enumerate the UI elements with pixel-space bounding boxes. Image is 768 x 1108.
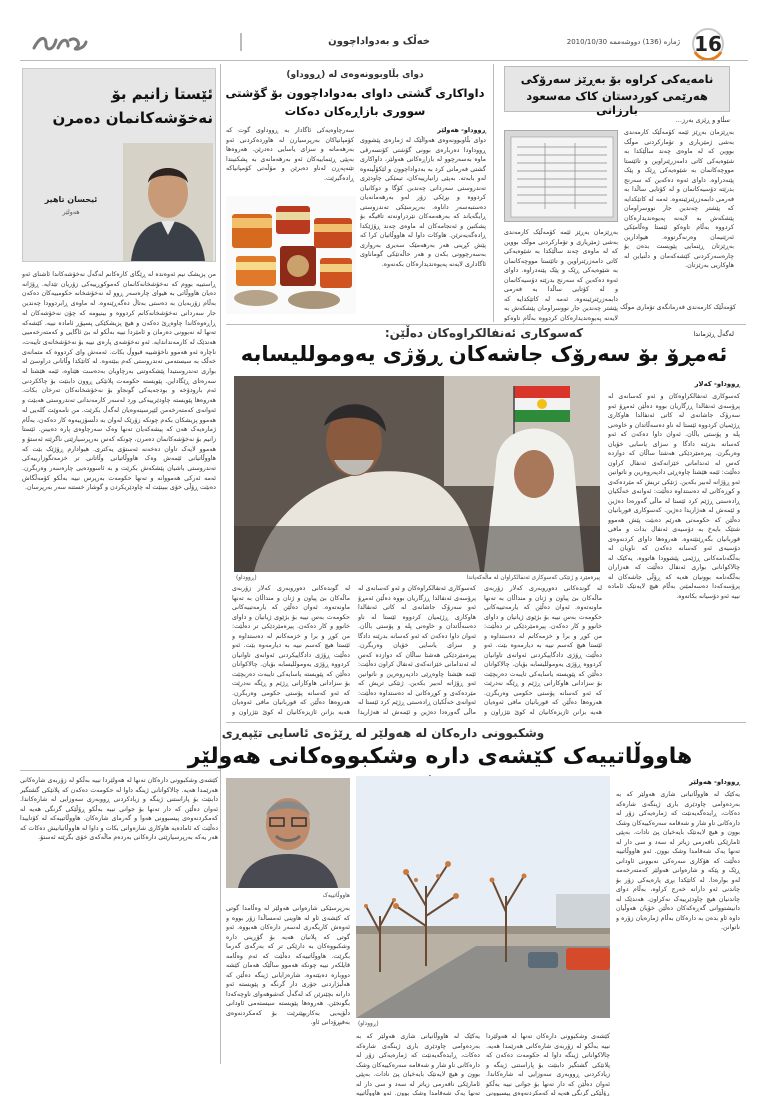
header-divider-left: [240, 33, 242, 51]
opinion-title-line1: ئێستا زانیم بۆ: [111, 85, 213, 103]
page-header: [0, 28, 768, 58]
author-photo: [123, 143, 213, 261]
author-portrait-icon: [123, 143, 213, 261]
trees-street-photo: [356, 776, 610, 1018]
feature-photo: [234, 376, 600, 572]
brand-logo: [32, 34, 88, 52]
opinion-author-role: هەولێر: [62, 209, 80, 216]
page-number-badge: [690, 28, 726, 60]
bottom-headline: هاووڵاتییەک کێشەی دارە وشکبووەکانی هەولێر: [187, 744, 693, 769]
meat-article-kicker: دوای بڵاوبوونەوەی لە (ڕووداو): [286, 70, 424, 80]
header-rule: [20, 60, 748, 61]
feature-body-right: کەسوکاری ئەنفالکراوەکان و ئەو کەسانەی لە پرۆسەی ئەنفالدا ڕزگاریان بووە دەڵێن ئەمڕۆ ئەو سەرۆک جاشانەی لە کاتی ئەنفالدا هاوکاری ڕژێمیان کردووە ئێستا لە ناو دەسەڵاتدان و خاوەنی پلە و پۆستی باڵان. ئەوان داوا دەکەن کە ئەو کەسانە بدرێنە دادگا و سزای یاسایی خۆیان وەربگرن. پیرەمێردێکی هەشتا ساڵان کە دوازدە کەس لە ئەندامانی خێزانەکەی ئەنفال کراون دەڵێت: ئێمە هێشتا چاوەڕێی دادپەروەرین و ناتوانین ئەو ڕۆژانە لەبیر بکەین. ژنێکی تریش کە مێردەکەی و کوڕەکانی لە دەستداوە دەڵێت: ئەوانەی خەڵکیان ڕادەستی ڕژێم کرد ئێستا لە ماڵی گەورەدا دەژین و ئێمەش لە هەژاریدا دەژین. کەسوکاری قوربانیان دەڵێن کە حکومەتی هەرێم دەبێت پێش هەموو شتێک بایەخ بە دۆسیەی ئەنفال بدات و مافی قوربانیان بگەڕێنێتەوە. هەروەها داوای کردنەوەی دۆسیەی ئەو کەسانە دەکەن کە ناویان لە بەڵگەنامەکانی ڕژێمی پێشوودا هاتووە. یەکێک لە چالاکوانانی بواری ئەنفال دەڵێت کە هەزاران بەڵگەنامە بوونیان هەیە کە ڕۆڵی جاشەکان لە پرۆسەکەدا دەسەلمێنن بەڵام هیچ لایەنێک ئامادە نییە ئەو دۆسیانە بکاتەوە.: [608, 393, 740, 600]
meat-article: [224, 64, 490, 322]
bottom-byline: ڕووداو- هەولێر: [689, 778, 740, 786]
open-letter-body-continued: بەڕێزمان بەڕێز ئێمە کۆمەڵێک کارمەندی بەشی ژمێریاری و تۆمارکردنی موڵک بووین کە لە ماوەی چەند ساڵێکدا بە شێوەیەکی کاتی دامەزرێنراوین و تائێستا مووچەکانمان بە شێوەیەکی ڕێک و پێک پێنەدراوە. داوای ئەوە دەکەین کە سەرنج بدرێتە دۆسیەکانمان و لە کۆتایی ساڵدا بە فەرمی دابمەزرێنرێینەوە. ئەمە لە کاتێکدایە کە پێشتر چەندین جار نووسراومان پێشکەش بە لایەنە پەیوەندیدارەکان کردووە بەڵام تاوەکو: [504, 229, 618, 322]
open-letter-title-box: [504, 66, 730, 117]
section-title: خەڵک و بەدواداچوون: [328, 36, 430, 47]
opinion-author-name: ئیحسان تاهیر: [44, 195, 98, 204]
bottom-body-right: یەکێک لە هاووڵاتیانی شاری هەولێر کە بە بەردەوامی چاودێری باری ژینگەی شارەکە دەکات، ڕایدەگەیەنێت کە ژمارەیەکی زۆر لە دارەکانی ناو شار و شەقامە سەرەکییەکان وشک بوون و هیچ لایەنێک بایەخیان پێ نادات. بەپێی ئامارێکی نافەرمی زیاتر لە سەد و سی دار لە تەنها یەک شەقامدا وشک بوون. ئەو هاووڵاتییە دەڵێت کە هۆکاری سەرەکی نەبوونی ئاودانی ڕێک و پێکە و شارەوانی هەولێر کەمتەرخەمە لەو بوارەدا. لە کاتێکدا بڕی پارەیەکی زۆر بۆ چاندنی ئەو دارانە خەرج کراوە، بەڵام دوای چاندنیان هیچ چاودێرییەک نەکراون. هەندێک لە دانیشتووانی گەڕەکەکان دەڵێن خۆیان هەوڵیان داوە ئاو بدەن بە دارەکان بەڵام ژمارەیان زۆرە و ناتوانن.: [616, 791, 740, 931]
canned-food-icon: [226, 196, 356, 314]
divider-bottom-left: [20, 770, 220, 771]
divider-top-vertical-1: [493, 64, 494, 322]
logo-mark: [32, 34, 88, 52]
open-letter-body: بەڕێزمان بەڕێز ئێمە کۆمەڵێک کارمەندی بەشی ژمێریاری و تۆمارکردنی موڵک بووین کە لە ماوەی چەند ساڵێکدا بە شێوەیەکی کاتی دامەزرێنراوین و تائێستا مووچەکانمان بە شێوەیەکی ڕێک و پێک پێنەدراوە. داوای ئەوە دەکەین کە سەرنج بدرێتە دۆسیەکانمان و لە کۆتایی ساڵدا بە فەرمی دابمەزرێنرێینەوە. ئەمە لە کاتێکدایە کە پێشتر چەندین جار نووسراومان پێشکەش بە لایەنە پەیوەندیدارەکان کردووە بەڵام تاوەکو ئێستا وەڵامێکی ئەرێنیمان وەرنەگرتووە. هیوادارین بەڕێزتان ڕێنمایی پێویست بدەن بۆ چارەسەرکردنی کێشەکەمان و دڵنیاین لە هاوکاریی بەرێزتان.: [624, 129, 734, 269]
feature-photo-credit: (ڕووداو): [236, 575, 257, 581]
bottom-top-rule: [226, 722, 746, 723]
opinion-title-line2: نەخۆشەکانمان دەمرن: [52, 109, 213, 127]
issue-info: ژماره (136) دووشه‌ممه 2010/10/30: [566, 38, 680, 46]
feature-photo-caption: پیرەمێرد و ژنێکی کەسوکاری ئەنفالکراوان لە ماڵەکەیاندا: [466, 575, 600, 581]
meat-article-body: دوای بڵاوبوونەوەی هەواڵێک لە ژمارەی پێشووی ڕووداودا دەربارەی بوونی گۆشتی کۆنسەرڤی ماوە بەسەرچوو لە بازاڕەکانی هەولێر، داواکاری گشتی فەرمانی کرد بە بەدواداچوون و لێکۆڵینەوە لەو بابەتە. بەپێی زانیارییەکان، تیمێکی چاودێری تەندروستی سەردانی چەندین کۆگا و دوکانیان کردووە و بڕێکی زۆر لەو بەرهەمانەیان دەستبەسەر داناوە. بەرپرسێکی تەندروستی ڕایگەیاند کە بەرهەمەکان نێردراونەتە تاقیگە بۆ پشکنین و ئەنجامەکان لە ماوەی چەند ڕۆژێکدا ڕادەگەیەنرێن. هاوکات داوا لە هاووڵاتیان کرا کە پێش کڕینی هەر بەرهەمێک سەیری بەرواری بەسەرچوونی بکەن و هەر حاڵەتێکی گوماناوی ئاگاداری لایەنە پەیوەندیدارەکان بکەنەوە.: [360, 137, 486, 268]
bottom-kicker: وشکبوونی دارەکان لە هەولێر لە ڕێژەی ئاسایی تێپەڕی: [221, 726, 545, 740]
feature-body-col3: لە گوندەکانی دەوروبەری کەلار زۆربەی ماڵەکان بێ پیاون و ژنان و منداڵان بە تەنها ماونەتەوە. ئەوان دەڵێن کە یارمەتییەکانی حکومەت بەس نییە بۆ بژێوی ژیانیان و داوای خانوو و کار دەکەن. پیرەمێردێکی تر دەڵێت: من کوڕ و برا و خزمەکانم لە دەستداوە و ئێستا هیچ کەسم نییە بە دیارمەوە بێت. ئەو دەڵێت ڕۆژی دادگاییکردنی ئەوانەی تاوانیان کردووە ڕۆژی یەوموللیسابە بۆیان. چالاکوانان دەڵێن کە پێویستە یاسایەکی تایبەت دەربچێت بۆ سزادانی هاوکارانی ڕژێم و ڕێگە نەدرێت کە ئەو کەسانە پۆستی حکومی وەربگرن. هەروەها دەڵێن کە قوربانیان مافی ئەوەیان هەیە بزانن ئازیزەکانیان لە کوێ نێژراون و: [232, 585, 350, 716]
meat-article-byline: ڕووداو- هەولێر: [437, 126, 486, 134]
bottom-body-mid3: کێشەی وشکبوونی دارەکان تەنها لە هەولێردا نییە بەڵکو لە زۆربەی شارەکانی هەرێمدا هەیە. چالاکوانانی ژینگە داوا لە حکومەت دەکەن کە پلانێکی گشتگیر دابنێت بۆ پاراستنی ژینگە و زیادکردنی ڕووبەری سەوزایی لە شارەکاندا. ئەوان دەڵێن کە دار تەنها بۆ جوانی نییە بەڵکو ڕۆڵێکی گرنگی هەیە لە کەمکردنەوەی پیسبوونی: [486, 1033, 610, 1096]
open-letter-greeting: سڵاو و ڕێزی بەرز...: [675, 116, 730, 124]
elderly-couple-photo-icon: [234, 376, 600, 572]
opinion-body: من پزیشک نیم ئەوەندە لە ڕێگای کارەکانم لەگەڵ نەخۆشەکاندا ئاشنای ئەو ڕاستییە بووم کە نەخۆشخانەکانمان کەموکوڕییەکی زۆریان تێدایە. ڕۆژانە دەیان هاووڵاتی بە هیوای چارەسەر ڕوو لە نەخۆشخانە حکومییەکان دەکەن بەڵام زۆربەیان بە دەستی بەتاڵ دەگەڕێنەوە. لە ماوەی ڕابردوودا چەندین جار سەردانی نەخۆشخانەکانم کردووە و بینیومە کە چۆن نەخۆشەکان لە ڕاڕەوەکاندا چاوەڕێ دەکەن و هیچ پزیشکێکی پسپۆڕ ئامادە نییە. کێشەکە تەنها لە نەبوونی دەرمان و ئامێردا نییە بەڵکو لە بێ ئاگایی و کەمتەرخەمیی هەندێک لە کارمەنداندایە. ئەو نەخۆشەی پارەی نییە بۆ نەخۆشخانەی تایبەت، ناچارە ئەو هەموو ناخۆشییە قبووڵ بکات. ئەمەش وای کردووە کە متمانەی خەڵک بە سیستەمی تەندروستی کەم ببێتەوە. لە کاتێکدا وڵاتانی دراوسێ لە بواری تەندروستیدا پێشکەوتنی بەرچاویان بەدەست هێناوە، ئێمە هێشتا لە سەرەتای ڕێگاداین. پێویستە حکومەت پلانێکی ڕوون دابنێت بۆ چاککردنی ئەم بارودۆخە و بودجەیەکی گونجاو بۆ نەخۆشخانەکان تەرخان بکات. هەروەها پێویستە چاودێرییەکی ورد لەسەر کارمەندانی تەندروستی هەبێت و ئەوانەی کەمتەرخەمن لێپرسینەوەیان لەگەڵ بکرێت. من نامەوێت گلەیی لە هەموو پزیشکان بکەم چونکە زۆرێک لەوان بە دڵسۆزییەوە کار دەکەن، بەڵام ژمارەیەک هەن کە پیشەکەیان تەنها وەک سەرچاوەی پارە دەبینن. ئێستا زانیم بۆ نەخۆشەکانمان دەمرن، چونکە کەس بەرپرسیارێتی ناگرێتە ئەستۆ و هەموو لایەک تاوان دەخەنە ئەستۆی یەکتری. هیوادارم ڕۆژێک بێت کە هاووڵاتیانی ئێمەش وەک هاووڵاتیانی وڵاتانی تر خزمەتگوزارییەکی تەندروستی باشیان پێشکەش بکرێت و بە ئاسوودەیی چارەسەر وەربگرن. ئەمە ئەرکی هەمووانە و تەنها حکومەت بەرپرس نییە بەڵکو کۆمەڵگاش دەبێت ڕۆڵی خۆی ببینێت لە چاودێریکردن و گوشار خستنە سەر بەرپرسان.: [22, 271, 216, 492]
canned-meat-photo: [226, 196, 356, 314]
meat-article-title-line1: داواکاری گشتی داوای بەدواداچوون بۆ گۆشتی: [225, 86, 485, 100]
trees-photo-credit: (ڕووداو): [358, 1021, 379, 1027]
bottom-body-left: کێشەی وشکبوونی دارەکان تەنها لە هەولێردا نییە بەڵکو لە زۆربەی شارەکانی هەرێمدا هەیە. چالاکوانانی ژینگە داوا لە حکومەت دەکەن کە پلانێکی گشتگیر دابنێت بۆ پاراستنی ژینگە و زیادکردنی ڕووبەری سەوزایی لە شارەکاندا. ئەوان دەڵێن کە دار تەنها بۆ جوانی نییە بەڵکو ڕۆڵێکی گرنگی هەیە لە کەمکردنەوەی پیسبوونی هەوا و گەرمای شارەکان. هاووڵاتییەکە لە کۆتاییدا دەڵێت کە ئامادەیە هاوکاری شارەوانی بکات و داوا لە هاووڵاتیانیش دەکات کە هەر یەکە بەرپرسیارێتی دارەکانی بەردەم ماڵەکەی خۆی بگرێتە ئەستۆ.: [20, 777, 218, 841]
open-letter-title-line1: نامەیەکی کراوە بۆ بەڕێز سەرۆکی: [520, 72, 714, 86]
divider-left-vertical: [220, 64, 221, 1064]
document-scan-icon: [505, 131, 618, 222]
meat-article-body-left: سەرچاوەیەکی ئاگادار بە ڕووداوی گوت کە کۆمپانیاکان بەرپرسیارن لە هاوردەکردنی ئەو بەرهەمانە و سزای یاسایی دەدرێن. هەروەها بەپێی ڕێنماییەکان ئەو بەرهەمانەی بە پشکنیندا تێنەپەڕن لەناو دەبرێن و مۆڵەتی کۆمپانیاکە ڕادەگیرێت.: [226, 127, 354, 182]
document-photo: [504, 130, 618, 222]
open-letter-title-line2: هەرێمی کوردستان کاک مەسعود بارزانی: [526, 89, 708, 117]
bottom-body-mid: بەرپرسێکی شارەوانی هەولێر لە وەڵامدا گوتی کە کێشەی ئاو لە هاوینی ئەمساڵدا زۆر بووە و ئەوەش کاریگەری لەسەر دارەکان هەبووە. ئەو گوتی کە پلانیان هەیە بۆ گۆڕینی دارە وشکبووەکان بە دارێکی تر کە بەرگەی گەرما بگرێت. هاووڵاتییەکە دەڵێت کە ئەم وەڵامە قایلکەر نییە چونکە هەموو ساڵێک هەمان کێشە دووبارە دەبێتەوە. شارەزایانی ژینگە دەڵێن کە هەڵبژاردنی جۆری دار گرنگە و پێویستە ئەو دارانە بچێنرێن کە لەگەڵ کەشوهەوای ناوچەکەدا بگونجێن. هەروەها پێویستە سیستەمی ئاودانی دڵۆپەیی بەکاربهێنرێت بۆ کەمکردنەوەی بەفیڕۆدانی ئاو.: [226, 905, 350, 1026]
feature-kicker: کەسوکاری ئەنفالکراوەکان دەڵێن:: [384, 326, 584, 340]
feature-top-rule: [226, 324, 746, 325]
open-letter-signature: کۆمەڵێک کارمەندی فەرمانگەی تۆماری موڵک: [620, 304, 736, 311]
feature-byline: ڕووداو- کەلار: [694, 380, 740, 388]
dry-trees-street-icon: [356, 776, 610, 1018]
citizen-photo: [226, 778, 350, 888]
meat-article-title-line2: سووری بازاڕەکان دەکات: [284, 104, 426, 118]
page-number: 16: [694, 32, 722, 56]
citizen-portrait-icon: [226, 778, 350, 888]
open-letter-article: [498, 64, 738, 338]
feature-body-col1: لە گوندەکانی دەوروبەری کەلار زۆربەی ماڵەکان بێ پیاون و ژنان و منداڵان بە تەنها ماونەتەوە. ئەوان دەڵێن کە یارمەتییەکانی حکومەت بەس نییە بۆ بژێوی ژیانیان و داوای خانوو و کار دەکەن. پیرەمێردێکی تر دەڵێت: من کوڕ و برا و خزمەکانم لە دەستداوە و ئێستا هیچ کەسم نییە بە دیارمەوە بێت. ئەو دەڵێت ڕۆژی دادگاییکردنی ئەوانەی تاوانیان کردووە ڕۆژی یەوموللیسابە بۆیان. چالاکوانان دەڵێن کە پێویستە یاسایەکی تایبەت دەربچێت بۆ سزادانی هاوکارانی ڕژێم و ڕێگە نەدرێت کە ئەو کەسانە پۆستی حکومی وەربگرن. هەروەها دەڵێن کە قوربانیان مافی ئەوەیان هەیە بزانن ئازیزەکانیان لە کوێ نێژراون و: [484, 585, 602, 716]
opinion-header-box: [22, 68, 216, 262]
citizen-photo-caption: هاووڵاتییەک: [322, 893, 350, 899]
feature-headline: ئەمڕۆ بۆ سەرۆک جاشەکان ڕۆژی یەوموللیسابە: [240, 342, 728, 366]
open-letter-sign-label: لەگەڵ ڕێزماندا: [693, 330, 734, 338]
feature-body-col2: کەسوکاری ئەنفالکراوەکان و ئەو کەسانەی لە پرۆسەی ئەنفالدا ڕزگاریان بووە دەڵێن ئەمڕۆ ئەو سەرۆک جاشانەی لە کاتی ئەنفالدا هاوکاری ڕژێمیان کردووە ئێستا لە ناو دەسەڵاتدان و خاوەنی پلە و پۆستی باڵان. ئەوان داوا دەکەن کە ئەو کەسانە بدرێنە دادگا و سزای یاسایی خۆیان وەربگرن. پیرەمێردێکی هەشتا ساڵان کە دوازدە کەس لە ئەندامانی خێزانەکەی ئەنفال کراون دەڵێت: ئێمە هێشتا چاوەڕێی دادپەروەرین و ناتوانین ئەو ڕۆژانە لەبیر بکەین. ژنێکی تریش کە مێردەکەی و کوڕەکانی لە دەستداوە دەڵێت: ئەوانەی خەڵکیان ڕادەستی ڕژێم کرد ئێستا لە ماڵی گەورەدا دەژین و ئێمەش لە هەژاریدا: [358, 585, 476, 716]
bottom-body-mid2: یەکێک لە هاووڵاتیانی شاری هەولێر کە بە بەردەوامی چاودێری باری ژینگەی شارەکە دەکات، ڕایدەگەیەنێت کە ژمارەیەکی زۆر لە دارەکانی ناو شار و شەقامە سەرەکییەکان وشک بوون و هیچ لایەنێک بایەخیان پێ نادات. بەپێی ئامارێکی نافەرمی زیاتر لە سەد و سی دار لە تەنها یەک شەقامدا وشک بوون. ئەو هاووڵاتییە: [356, 1033, 480, 1096]
